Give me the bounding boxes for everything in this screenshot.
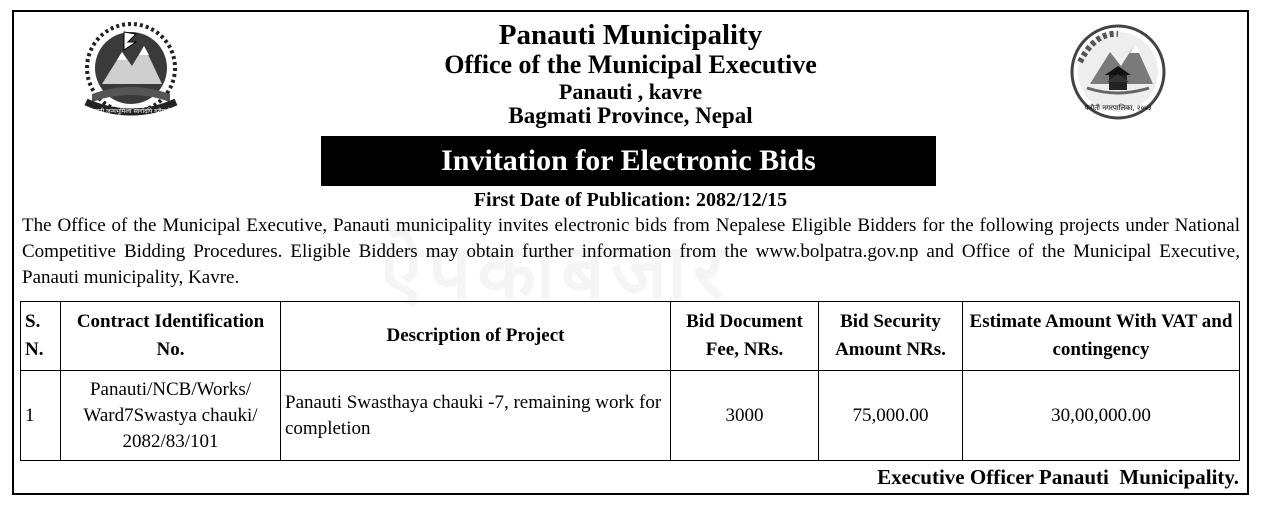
bids-table	[20, 301, 1240, 461]
province-name: Bagmati Province, Nepal	[508, 103, 753, 128]
office-location: Panauti , kavre	[558, 79, 703, 104]
cell-contract-id: Panauti/NCB/Works/ Ward7Swastya chauki/ 2082/83/101	[61, 371, 281, 461]
signature-line: Executive Officer Panauti Municipality.	[877, 465, 1239, 489]
cell-sn: 1	[21, 371, 61, 461]
header-estimate: Estimate Amount With VAT and contingency	[963, 302, 1240, 371]
cell-security: 75,000.00	[819, 371, 963, 461]
cell-description: Panauti Swasthaya chauki -7, remaining work for completion	[281, 371, 671, 461]
header-sn: S. N.	[21, 302, 61, 371]
header-security: Bid Security Amount NRs.	[819, 302, 963, 371]
office-name: Office of the Municipal Executive	[444, 50, 817, 79]
header-description: Description of Project	[281, 302, 671, 371]
table-header-row	[21, 302, 1240, 371]
publication-date: First Date of Publication: 2082/12/15	[473, 189, 788, 211]
cell-doc-fee: 3000	[671, 371, 819, 461]
table-row	[21, 371, 1240, 461]
cell-estimate: 30,00,000.00	[963, 371, 1240, 461]
emblem-motto: जननी जन्मभूमिश्च स्वर्गादपि गरीयसी	[91, 108, 171, 115]
notice-title-banner: Invitation for Electronic Bids	[321, 136, 936, 186]
header-doc-fee: Bid Document Fee, NRs.	[671, 302, 819, 371]
header-contract-id: Contract Identification No.	[61, 302, 281, 371]
intro-paragraph: The Office of the Municipal Executive, Panauti municipality invites electronic bids from Nepalese Eligible Bidders for the following projects under National Competitive Bidding Procedures. Eligible Bidders may obtain further information from the www.bolpatra.gov.np and Office of the Municipal Executive, Panauti municipality, Kavre.	[22, 215, 1240, 288]
logo-caption: पनौती नगरपालिका, २०५३	[1084, 104, 1152, 112]
municipality-name: Panauti Municipality	[498, 19, 763, 51]
